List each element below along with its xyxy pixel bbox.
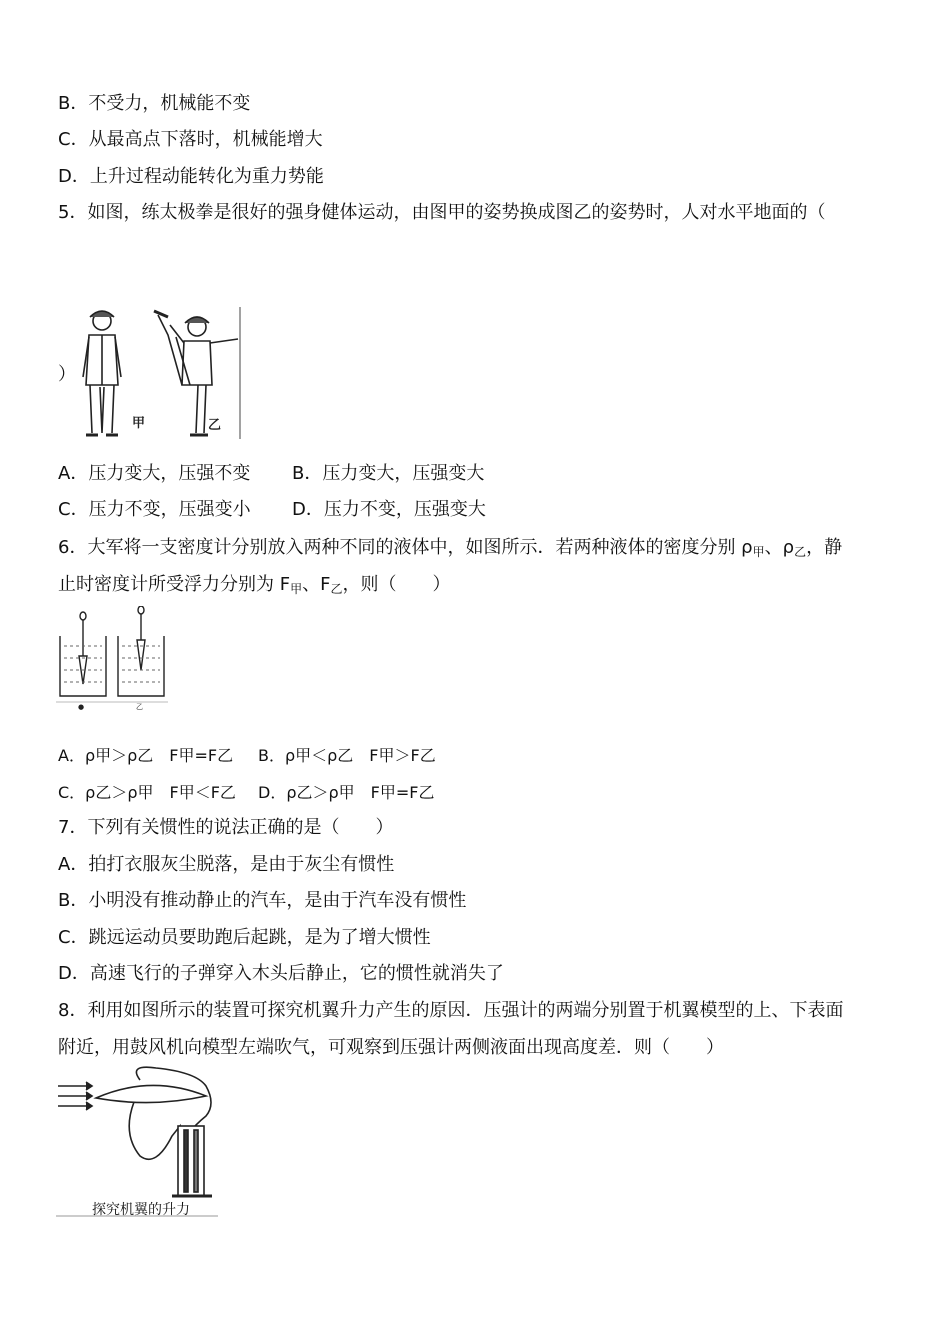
taichi-figure (80, 305, 245, 443)
wing-lift-figure (56, 1064, 224, 1220)
wing-figure-caption: 探究机翼的升力 (92, 1202, 190, 1218)
q5-option-a: A．压力变大，压强不变 (58, 463, 251, 484)
q7-option-a: A．拍打衣服灰尘脱落，是由于灰尘有惯性 (58, 854, 395, 875)
airflow-arrows (58, 1082, 92, 1110)
q5-option-d: D．压力不变，压强变大 (292, 499, 486, 520)
q6-option-b: B．ρ甲＜ρ乙 F甲＞F乙 (258, 746, 436, 765)
label-jia: 甲 (132, 416, 146, 431)
wing-model (96, 1085, 206, 1102)
q6-option-c: C．ρ乙＞ρ甲 F甲＜F乙 (58, 783, 236, 802)
manometer (178, 1126, 204, 1196)
label-yi: 乙 (208, 418, 222, 433)
q5-stem-close: ） (58, 364, 76, 385)
q4-option-c: C．从最高点下落时，机械能增大 (58, 129, 323, 150)
beaker-label-jia: ● (78, 703, 85, 710)
q6-stem-line1: 6．大军将一支密度计分别放入两种不同的液体中，如图所示．若两种液体的密度分别 $\rho_甲$、$\rho_乙$，静 (58, 537, 843, 559)
hydrometer-figure (56, 606, 168, 710)
q4-option-d: D．上升过程动能转化为重力势能 (58, 166, 324, 187)
q6-option-a: A．ρ甲＞ρ乙 F甲=F乙 (58, 746, 234, 765)
q5-stem: 5．如图，练太极拳是很好的强身健体运动，由图甲的姿势换成图乙的姿势时，人对水平地面的（ (58, 202, 826, 223)
q5-option-b: B．压力变大，压强变大 (292, 463, 485, 484)
q5-option-c: C．压力不变，压强变小 (58, 499, 251, 520)
person-standing (83, 311, 121, 435)
q7-option-b: B．小明没有推动静止的汽车，是由于汽车没有惯性 (58, 890, 467, 911)
q7-option-c: C．跳远运动员要助跑后起跳，是为了增大惯性 (58, 927, 431, 948)
q6-stem-line2: 止时密度计所受浮力分别为 $F_甲$、$F_乙$，则（ ） (58, 574, 451, 596)
q8-stem-line2: 附近，用鼓风机向模型左端吹气，可观察到压强计两侧液面出现高度差．则（ ） (58, 1037, 724, 1058)
q7-stem: 7．下列有关惯性的说法正确的是（ ） (58, 817, 394, 838)
q8-stem-line1: 8．利用如图所示的装置可探究机翼升力产生的原因．压强计的两端分别置于机翼模型的上、下表面 (58, 1000, 844, 1021)
q6-option-d: D．ρ乙＞ρ甲 F甲=F乙 (258, 783, 435, 802)
person-kicking (154, 311, 238, 435)
beaker-label-yi: 乙 (136, 703, 143, 710)
q7-option-d: D．高速飞行的子弹穿入木头后静止，它的惯性就消失了 (58, 963, 504, 984)
q4-option-b: B．不受力，机械能不变 (58, 93, 251, 114)
